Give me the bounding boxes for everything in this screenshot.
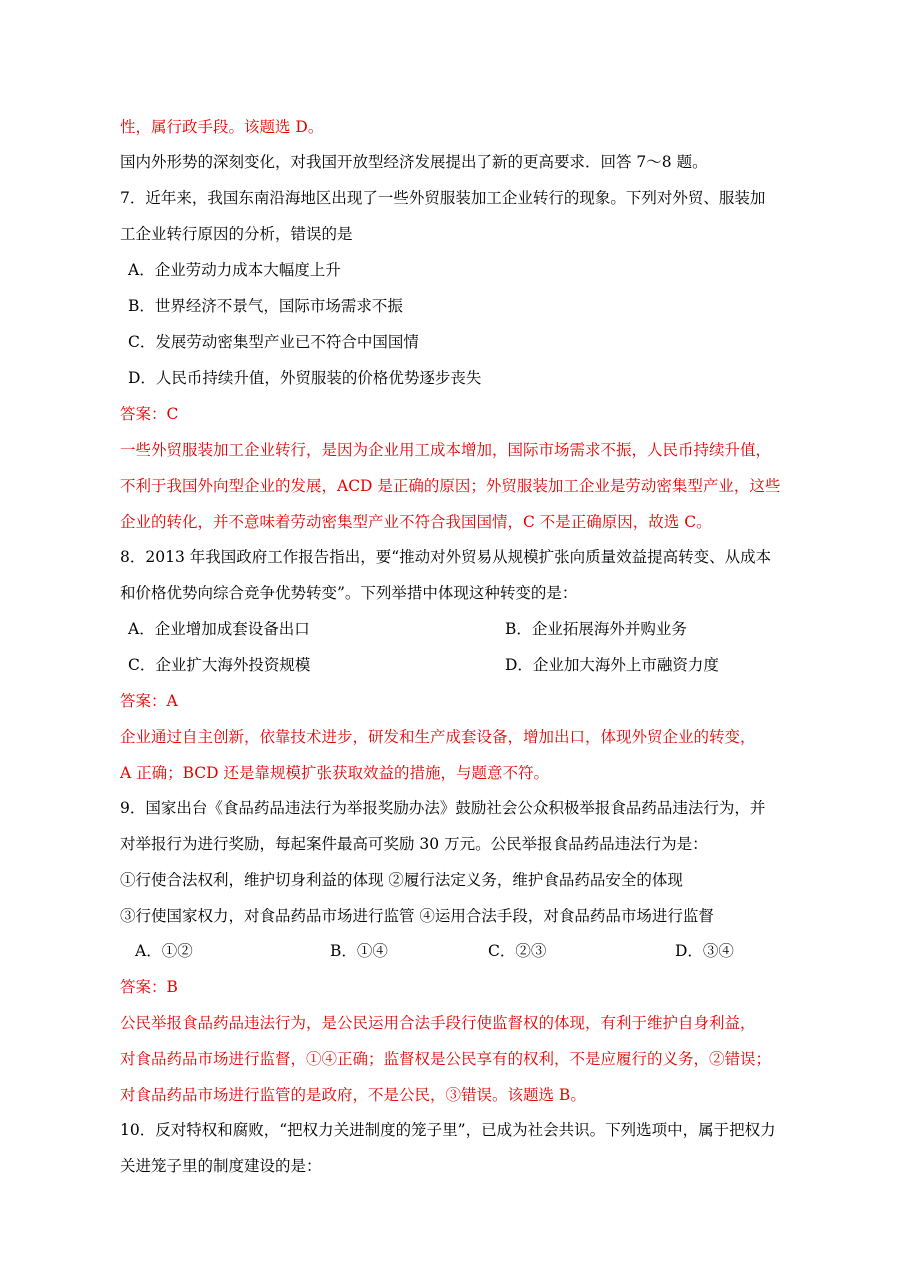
question-7-option-c: C．发展劳动密集型产业已不符合中国国情 [128,333,419,351]
question-8-stem: 8．2013 年我国政府工作报告指出，要“推动对外贸易从规模扩张向质量效益提高转变、从成本 [120,548,772,566]
question-9-stem: 对举报行为进行奖励，每起案件最高可奖励 30 万元。公民举报食品药品违法行为是： [120,835,708,853]
question-8-option-d: D．企业加大海外上市融资力度 [505,656,719,674]
question-9-option-c: C．②③ [488,942,547,960]
question-9-stem: 9．国家出台《食品药品违法行为举报奖励办法》鼓励社会公众积极举报食品药品违法行为，并 [120,799,766,817]
question-8-explanation: A 正确；BCD 还是靠规模扩张获取效益的措施，与题意不符。 [120,764,550,782]
question-9-option-b: B．①④ [330,942,388,960]
question-7-option-d: D．人民币持续升值，外贸服装的价格优势逐步丧失 [128,369,482,387]
section-intro: 国内外形势的深刻变化，对我国开放型经济发展提出了新的更高要求．回答 7～8 题。 [120,153,708,171]
question-8-stem: 和价格优势向综合竞争优势转变”。下列举措中体现这种转变的是： [120,584,578,602]
question-7-explanation: 企业的转化，并不意味着劳动密集型产业不符合我国国情，C 不是正确原因，故选 C。 [120,513,712,531]
explanation-line: 性，属行政手段。该题选 D。 [120,118,324,136]
question-9-explanation: 对食品药品市场进行监管的是政府，不是公民，③错误。该题选 B。 [120,1086,586,1104]
question-8-option-b: B．企业拓展海外并购业务 [505,620,687,638]
question-9-option-a: A．①② [135,942,193,960]
question-7-stem: 7．近年来，我国东南沿海地区出现了一些外贸服装加工企业转行的现象。下列对外贸、服装加 [120,189,766,207]
question-7-answer: 答案：C [120,405,179,423]
question-8-option-c: C．企业扩大海外投资规模 [128,656,311,674]
question-7-explanation: 不利于我国外向型企业的发展，ACD 是正确的原因；外贸服装加工企业是劳动密集型产业，这些 [120,477,781,495]
question-10-stem: 关进笼子里的制度建设的是： [120,1157,322,1175]
question-9-explanation: 公民举报食品药品违法行为，是公民运用合法手段行使监督权的体现，有利于维护自身利益， [120,1014,756,1032]
question-7-option-a: A．企业劳动力成本大幅度上升 [128,261,341,279]
question-9-statements: ③行使国家权力，对食品药品市场进行监管 ④运用合法手段，对食品药品市场进行监督 [120,907,714,925]
question-7-stem: 工企业转行原因的分析，错误的是 [120,225,353,243]
question-10-stem: 10．反对特权和腐败，“把权力关进制度的笼子里”，已成为社会共识。下列选项中，属于把权力 [120,1121,776,1139]
question-8-option-a: A．企业增加成套设备出口 [128,620,310,638]
question-9-answer: 答案：B [120,978,178,996]
question-9-explanation: 对食品药品市场进行监督，①④正确；监督权是公民享有的权利，不是应履行的义务，②错误； [120,1050,772,1068]
question-7-option-b: B．世界经济不景气，国际市场需求不振 [128,297,403,315]
question-7-explanation: 一些外贸服装加工企业转行，是因为企业用工成本增加，国际市场需求不振，人民币持续升值， [120,441,772,459]
question-8-answer: 答案：A [120,692,178,710]
question-8-explanation: 企业通过自主创新，依靠技术进步，研发和生产成套设备，增加出口，体现外贸企业的转变， [120,728,756,746]
question-9-option-d: D．③④ [675,942,734,960]
question-9-statements: ①行使合法权利，维护切身利益的体现 ②履行法定义务，维护食品药品安全的体现 [120,871,683,889]
